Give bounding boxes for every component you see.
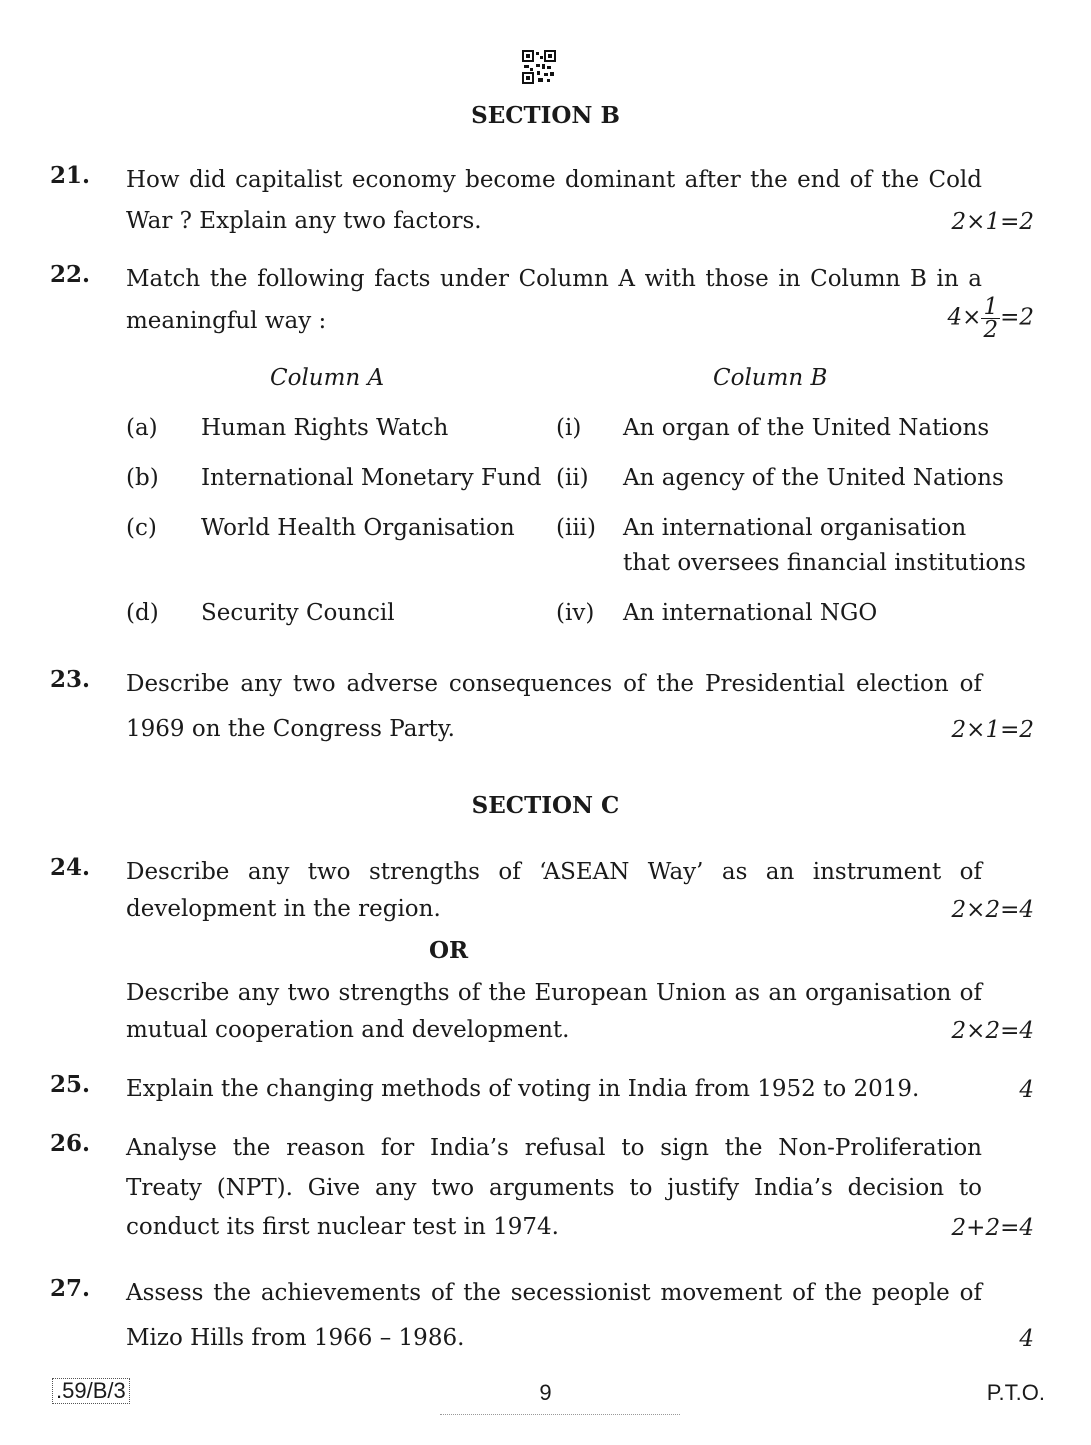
question-24-alt-line-1: Describe any two strengths of the European Union as an organisation of: [126, 980, 982, 1006]
question-22-line-2: meaningful way :: [126, 308, 327, 334]
column-a-heading: Column A: [270, 365, 385, 391]
question-25-line-1: Explain the changing methods of voting in India from 1952 to 2019.: [126, 1076, 920, 1102]
question-26-line-2: Treaty (NPT). Give any two arguments to justify India’s decision to: [126, 1175, 982, 1201]
row-i-label: (i): [556, 415, 582, 441]
question-21-marks: 2×1=2: [951, 209, 1034, 235]
question-number-27: 27.: [50, 1275, 91, 1302]
fraction-numerator: 1: [983, 294, 999, 320]
question-number-21: 21.: [50, 162, 91, 189]
fraction: [981, 296, 1000, 341]
question-24-alt-line-2: mutual cooperation and development.: [126, 1017, 570, 1043]
column-b-heading: Column B: [713, 365, 828, 391]
question-27-line-1: Assess the achievements of the secessionist movement of the people of: [126, 1280, 982, 1306]
row-iv-text: An international NGO: [623, 600, 878, 626]
row-iii-text: An international organisation: [623, 515, 967, 541]
pto-label: P.T.O.: [986, 1380, 1045, 1405]
question-number-26: 26.: [50, 1130, 91, 1157]
marks-prefix: 4×: [947, 304, 982, 331]
question-21-line-1: How did capitalist economy become dominant after the end of the Cold: [126, 167, 982, 193]
question-26-line-3: conduct its first nuclear test in 1974.: [126, 1214, 559, 1240]
row-b-text: International Monetary Fund: [201, 465, 542, 491]
section-b-heading: SECTION B: [471, 102, 620, 129]
question-23-line-2: 1969 on the Congress Party.: [126, 716, 455, 742]
row-ii-text: An agency of the United Nations: [623, 465, 1004, 491]
row-a-label: (a): [126, 415, 158, 441]
paper-code: .59/B/3: [52, 1378, 130, 1404]
or-divider: OR: [429, 937, 469, 964]
question-21-line-2: War ? Explain any two factors.: [126, 208, 482, 234]
section-c-heading: SECTION C: [471, 792, 620, 819]
row-iii-label: (iii): [556, 515, 597, 541]
row-b-label: (b): [126, 465, 159, 491]
row-d-label: (d): [126, 600, 159, 626]
row-d-text: Security Council: [201, 600, 395, 626]
question-26-line-1: Analyse the reason for India’s refusal to sign the Non-Proliferation: [126, 1135, 982, 1161]
question-26-marks: 2+2=4: [951, 1215, 1034, 1241]
question-number-23: 23.: [50, 666, 91, 693]
row-iii-text-2: that oversees financial institutions: [623, 550, 1026, 576]
question-number-25: 25.: [50, 1071, 91, 1098]
question-25-marks: 4: [1019, 1077, 1034, 1103]
question-24-line-2: development in the region.: [126, 896, 441, 922]
micro-text-line: [440, 1414, 680, 1417]
question-27-line-2: Mizo Hills from 1966 – 1986.: [126, 1325, 465, 1351]
question-24-line-1: Describe any two strengths of ‘ASEAN Way’ as an instrument of: [126, 859, 982, 885]
question-22-marks: [948, 296, 1034, 341]
question-number-24: 24.: [50, 854, 91, 881]
row-c-text: World Health Organisation: [201, 515, 515, 541]
qr-code-icon: [522, 50, 556, 84]
row-ii-label: (ii): [556, 465, 589, 491]
fraction-denominator: 2: [983, 317, 999, 343]
question-23-line-1: Describe any two adverse consequences of the Presidential election of: [126, 671, 982, 697]
question-24-alt-marks: 2×2=4: [951, 1018, 1034, 1044]
question-number-22: 22.: [50, 261, 91, 288]
row-a-text: Human Rights Watch: [201, 415, 449, 441]
question-23-marks: 2×1=2: [951, 717, 1034, 743]
row-c-label: (c): [126, 515, 157, 541]
question-24-marks: 2×2=4: [951, 897, 1034, 923]
row-iv-label: (iv): [556, 600, 595, 626]
page-number: 9: [539, 1380, 552, 1405]
marks-suffix: =2: [1000, 304, 1034, 331]
question-27-marks: 4: [1019, 1326, 1034, 1352]
row-i-text: An organ of the United Nations: [623, 415, 990, 441]
question-22-line-1: Match the following facts under Column A with those in Column B in a: [126, 266, 982, 292]
